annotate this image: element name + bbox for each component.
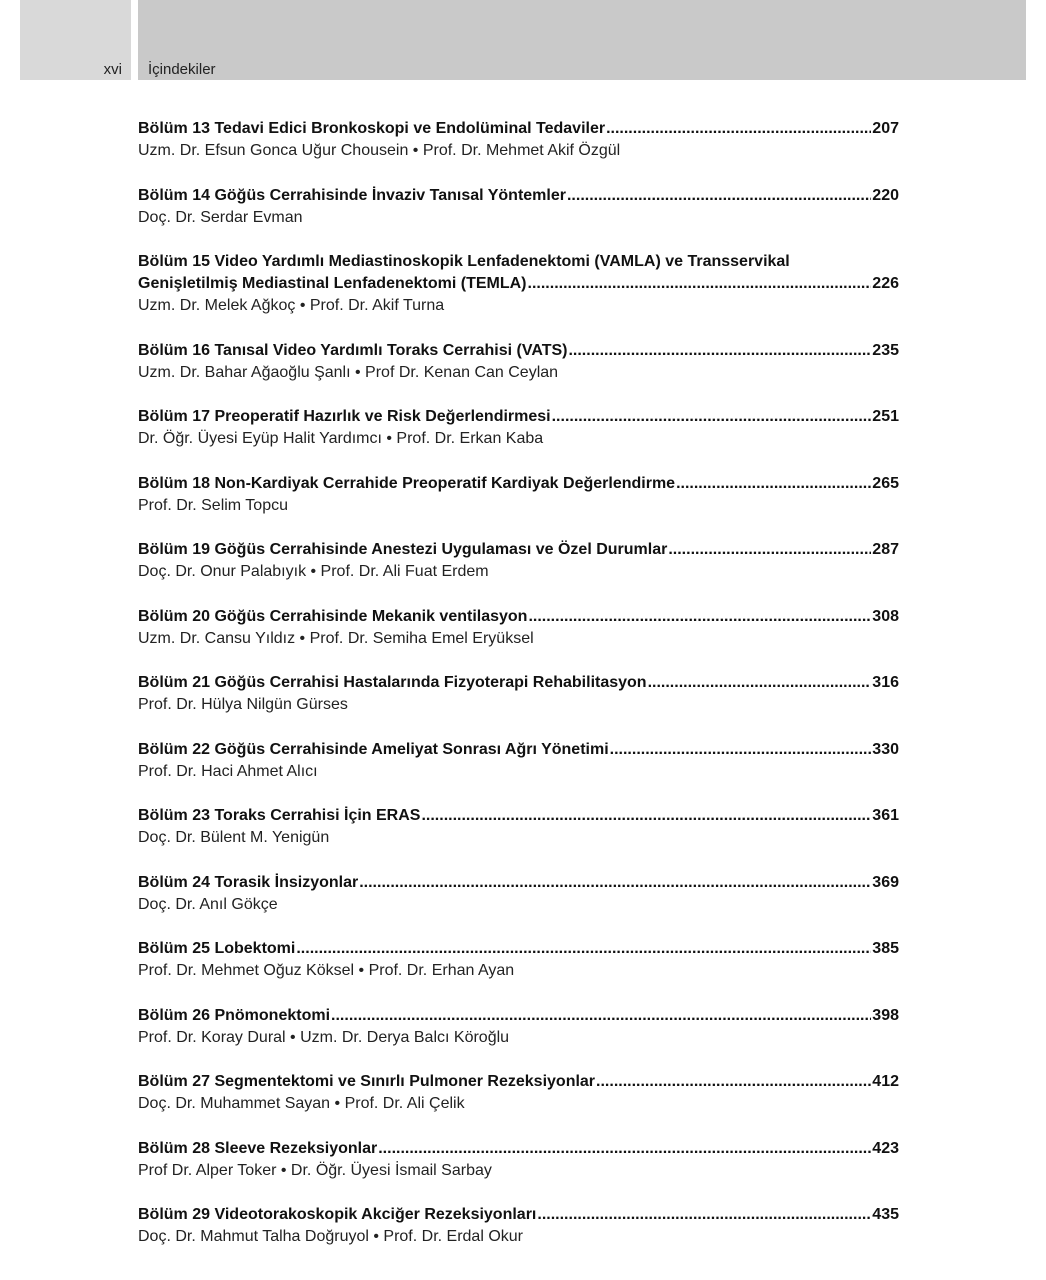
toc-entry-22[interactable]: [138, 739, 899, 806]
chapter-authors: Prof. Dr. Hülya Nilgün Gürses: [138, 696, 348, 713]
toc-entry-13[interactable]: [138, 118, 899, 185]
chapter-title[interactable]: Bölüm 23 Toraks Cerrahisi İçin ERAS: [138, 807, 421, 824]
chapter-title[interactable]: Bölüm 25 Lobektomi: [138, 940, 296, 957]
chapter-page-number[interactable]: 423: [872, 1139, 899, 1157]
running-title: İçindekiler: [148, 61, 216, 78]
toc-entry-19[interactable]: [138, 539, 899, 606]
chapter-authors: Prof. Dr. Selim Topcu: [138, 496, 288, 514]
chapter-title[interactable]: Bölüm 20 Göğüs Cerrahisinde Mekanik ventilasyon: [138, 607, 528, 625]
chapter-page-number[interactable]: 251: [872, 408, 899, 425]
chapter-title[interactable]: Bölüm 29 Videotorakoskopik Akciğer Rezeksiyonları: [138, 1206, 537, 1223]
toc-entry-18[interactable]: [138, 473, 899, 540]
toc-title-line[interactable]: [138, 118, 899, 140]
chapter-page-number[interactable]: 316: [872, 674, 899, 691]
chapter-page-number[interactable]: 220: [872, 186, 899, 204]
chapter-page-number[interactable]: 265: [872, 474, 899, 492]
chapter-page-number[interactable]: 226: [872, 275, 899, 292]
toc-title-line[interactable]: [138, 805, 899, 827]
dot-leader: [421, 805, 871, 827]
chapter-page-number[interactable]: 330: [872, 740, 899, 758]
chapter-title-first-line[interactable]: Bölüm 15 Video Yardımlı Mediastinoskopik Lenfadenektomi (VAMLA) ve Transservikal: [138, 253, 790, 270]
chapter-page-number[interactable]: 385: [872, 940, 899, 957]
dot-leader: [378, 1138, 871, 1160]
dot-leader: [606, 118, 871, 140]
dot-leader: [359, 872, 871, 894]
dot-leader: [668, 539, 871, 561]
chapter-page-number[interactable]: 207: [872, 120, 899, 137]
toc-title-line[interactable]: [138, 539, 899, 561]
chapter-authors: Doç. Dr. Anıl Gökçe: [138, 895, 278, 913]
chapter-title[interactable]: Bölüm 21 Göğüs Cerrahisi Hastalarında Fizyoterapi Rehabilitasyon: [138, 674, 647, 691]
chapter-title[interactable]: Bölüm 19 Göğüs Cerrahisinde Anestezi Uygulaması ve Özel Durumlar: [138, 541, 668, 558]
toc-title-line[interactable]: [138, 340, 899, 362]
chapter-authors: Prof Dr. Alper Toker • Dr. Öğr. Üyesi İsmail Sarbay: [138, 1161, 492, 1179]
toc-entry-16[interactable]: [138, 340, 899, 407]
dot-leader: [528, 606, 871, 628]
chapter-title[interactable]: Bölüm 14 Göğüs Cerrahisinde İnvaziv Tanısal Yöntemler: [138, 186, 566, 204]
toc-title-line[interactable]: [138, 473, 899, 495]
dot-leader: [537, 1204, 871, 1226]
dot-leader: [596, 1071, 871, 1093]
toc-title-line[interactable]: [138, 872, 899, 894]
toc-title-line[interactable]: [138, 739, 899, 761]
dot-leader: [648, 672, 872, 694]
chapter-page-number[interactable]: 435: [872, 1206, 899, 1223]
chapter-authors: Uzm. Dr. Bahar Ağaoğlu Şanlı • Prof Dr. Kenan Can Ceylan: [138, 363, 559, 381]
chapter-authors: Prof. Dr. Mehmet Oğuz Köksel • Prof. Dr. Erhan Ayan: [138, 962, 515, 979]
toc-entry-21[interactable]: [138, 672, 899, 739]
page-number: xvi: [103, 61, 122, 78]
toc-entry-15[interactable]: [138, 251, 899, 340]
chapter-title[interactable]: Bölüm 27 Segmentektomi ve Sınırlı Pulmoner Rezeksiyonlar: [138, 1073, 596, 1090]
dot-leader: [568, 340, 871, 362]
dot-leader: [331, 1005, 871, 1027]
chapter-authors: Dr. Öğr. Üyesi Eyüp Halit Yardımcı • Prof. Dr. Erkan Kaba: [138, 430, 544, 447]
chapter-authors: Doç. Dr. Muhammet Sayan • Prof. Dr. Ali Çelik: [138, 1095, 465, 1112]
chapter-authors: Uzm. Dr. Melek Ağkoç • Prof. Dr. Akif Turna: [138, 297, 445, 314]
table-of-contents: [138, 118, 899, 1271]
dot-leader: [610, 739, 872, 761]
chapter-authors: Doç. Dr. Bülent M. Yenigün: [138, 829, 330, 846]
toc-entry-26[interactable]: [138, 1005, 899, 1072]
chapter-authors: Prof. Dr. Koray Dural • Uzm. Dr. Derya Balcı Köroğlu: [138, 1028, 510, 1046]
chapter-page-number[interactable]: 235: [872, 341, 899, 359]
chapter-title[interactable]: Bölüm 22 Göğüs Cerrahisinde Ameliyat Sonrası Ağrı Yönetimi: [138, 740, 609, 758]
chapter-authors: Uzm. Dr. Efsun Gonca Uğur Chousein • Prof. Dr. Mehmet Akif Özgül: [138, 142, 621, 159]
chapter-page-number[interactable]: 398: [872, 1006, 899, 1024]
toc-entry-20[interactable]: [138, 606, 899, 673]
toc-title-line[interactable]: [138, 273, 899, 295]
toc-title-line[interactable]: [138, 1138, 899, 1160]
toc-title-line[interactable]: [138, 406, 899, 428]
toc-title-line[interactable]: [138, 672, 899, 694]
chapter-page-number[interactable]: 308: [872, 607, 899, 625]
chapter-title[interactable]: Bölüm 18 Non-Kardiyak Cerrahide Preoperatif Kardiyak Değerlendirme: [138, 474, 676, 492]
chapter-title[interactable]: Genişletilmiş Mediastinal Lenfadenektomi (TEMLA): [138, 275, 527, 292]
toc-entry-27[interactable]: [138, 1071, 899, 1138]
toc-entry-24[interactable]: [138, 872, 899, 939]
toc-title-line[interactable]: [138, 1204, 899, 1226]
toc-title-line[interactable]: [138, 606, 899, 628]
toc-entry-17[interactable]: [138, 406, 899, 473]
toc-title-line[interactable]: [138, 1071, 899, 1093]
chapter-authors: Doç. Dr. Serdar Evman: [138, 208, 303, 226]
toc-title-line[interactable]: [138, 185, 899, 207]
dot-leader: [296, 938, 871, 960]
dot-leader: [528, 273, 872, 295]
dot-leader: [552, 406, 872, 428]
chapter-title[interactable]: Bölüm 13 Tedavi Edici Bronkoskopi ve Endolüminal Tedaviler: [138, 120, 606, 137]
header-right-band: [138, 0, 1026, 80]
toc-entry-28[interactable]: [138, 1138, 899, 1205]
dot-leader: [676, 473, 871, 495]
chapter-authors: Doç. Dr. Mahmut Talha Doğruyol • Prof. Dr. Erdal Okur: [138, 1228, 523, 1245]
chapter-authors: Uzm. Dr. Cansu Yıldız • Prof. Dr. Semiha Emel Eryüksel: [138, 629, 534, 647]
toc-entry-25[interactable]: [138, 938, 899, 1005]
toc-title-line[interactable]: [138, 938, 899, 960]
toc-title-line[interactable]: [138, 1005, 899, 1027]
chapter-title[interactable]: Bölüm 26 Pnömonektomi: [138, 1006, 331, 1024]
chapter-page-number[interactable]: 361: [872, 807, 899, 824]
chapter-page-number[interactable]: 412: [872, 1073, 899, 1090]
chapter-title[interactable]: Bölüm 24 Torasik İnsizyonlar: [138, 873, 359, 891]
chapter-title[interactable]: Bölüm 16 Tanısal Video Yardımlı Toraks Cerrahisi (VATS): [138, 341, 568, 359]
chapter-page-number[interactable]: 369: [872, 873, 899, 891]
chapter-authors: Prof. Dr. Haci Ahmet Alıcı: [138, 762, 318, 780]
chapter-authors: Doç. Dr. Onur Palabıyık • Prof. Dr. Ali Fuat Erdem: [138, 563, 489, 580]
toc-entry-29[interactable]: [138, 1204, 899, 1271]
chapter-page-number[interactable]: 287: [872, 541, 899, 558]
dot-leader: [567, 185, 871, 207]
toc-entry-14[interactable]: [138, 185, 899, 252]
toc-entry-23[interactable]: [138, 805, 899, 872]
chapter-title[interactable]: Bölüm 17 Preoperatif Hazırlık ve Risk Değerlendirmesi: [138, 408, 551, 425]
chapter-title[interactable]: Bölüm 28 Sleeve Rezeksiyonlar: [138, 1139, 378, 1157]
